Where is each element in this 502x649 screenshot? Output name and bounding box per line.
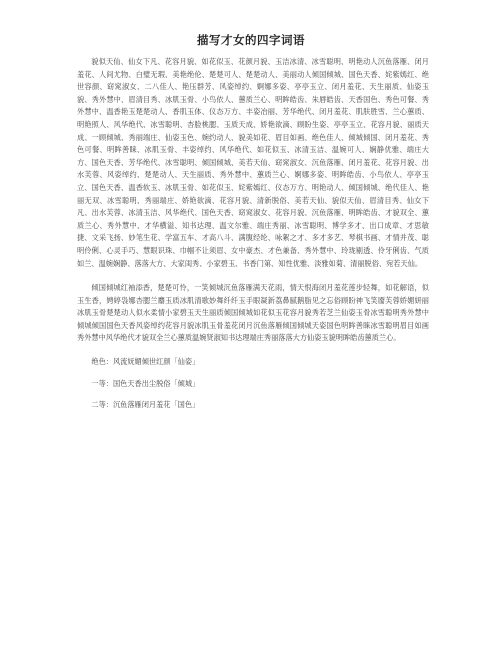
body-paragraph: 倾国倾城红袖添香，楚楚可怜，一笑倾城沉鱼落雁满天花雨，情天恨海闭月羞花莲步轻舞，如花解语，似玉生香，娉婷袅娜杏腮兰麝玉质冰肌清歌妙舞纤纤玉手眼凝新荔鼻腻鹅脂见之忘俗顾盼神飞笑靥芙蓉娇媚妍丽冰肌玉骨楚楚动人似水柔情小家碧玉天生丽质倾国倾城如花似玉花容月貌秀若芝兰仙姿玉骨冰雪聪明秀外慧中倾城倾国国色天香风姿绰约花容月貌冰肌玉骨羞花闭月沉鱼落雁倾国倾城天姿国色明眸善睐冰雪聪明眉目如画秀外慧中风华绝代才貌双全兰心蕙质温婉贤淑知书达理端庄秀丽落落大方仙姿玉貌明眸皓齿蕙质兰心。 [77,283,429,343]
document-title: 描写才女的四字词语 [197,33,305,47]
document-body [77,56,429,412]
grade-line: 绝色：风流妩媚倾世红颜「仙姿」 [91,357,200,367]
grade-line: 一等：国色天香出尘脱俗「倾城」 [91,378,200,388]
body-paragraph: 貌似天仙、仙女下凡、花容月貌、如花似玉、花颜月貌、玉洁冰清、冰雪聪明、明艳动人沉鱼落雁、闭月羞花、人间尤物、白璧无瑕、美艳绝伦、楚楚可人、楚楚动人、美丽动人倾国倾城、国色天香、姹紫嫣红、绝世容颜、窈窕淑女、二八佳人、艳压群芳、风姿绰约、婀娜多姿、亭亭玉立、闭月羞花、天生丽质、仙姿玉貌、秀外慧中、眉清目秀、冰肌玉骨、小鸟依人、蕙质兰心、明眸皓齿、朱唇皓齿、天香国色、秀色可餐、秀外慧中、温香艳玉楚楚动人、香肌玉体、仪态万方、丰姿冶丽、芳华绝代、闭月羞花、肌肤胜雪、兰心蕙质、明艳照人、风华绝代、冰雪聪明、杏脸桃腮、玉质天成、娇艳欲滴、顾盼生姿、亭亭玉立、花容月貌、丽质天成、一顾倾城、秀丽端庄、仙姿玉色、婉约动人、貌美如花、眉目如画、绝色佳人、倾城倾国、闭月羞花、秀色可餐、明眸善睐、冰肌玉骨、丰姿绰约、风华绝代、如花似玉、冰清玉洁、温婉可人、娴静优雅、端庄大方、国色天香、芳华绝代、冰雪聪明、倾国倾城、美若天仙、窈窕淑女、沉鱼落雁、闭月羞花、花容月貌、出水芙蓉、风姿绰约、楚楚动人、天生丽质、秀外慧中、蕙质兰心、婀娜多姿、明眸皓齿、小鸟依人、亭亭玉立、国色天香、温香软玉、冰肌玉骨、如花似玉、姹紫嫣红、仪态万方、明艳动人、倾国倾城、绝代佳人、艳丽无双、冰雪聪明、秀丽端庄、娇艳欲滴、花容月貌、清新脱俗、美若天仙、貌似天仙、眉清目秀、仙女下凡、出水芙蓉、冰清玉洁、风华绝代、国色天香、窈窕淑女、花容月貌、沉鱼落雁、明眸皓齿、才貌双全、蕙质兰心、秀外慧中、才华横溢、知书达理、温文尔雅、端庄秀丽、冰雪聪明、博学多才、出口成章、才思敏捷、文采飞扬、妙笔生花、学富五车、才高八斗、满腹经纶、咏絮之才、多才多艺、琴棋书画、才情并茂、聪明伶俐、心灵手巧、慧眼识珠、巾帼不让须眉、女中豪杰、才色兼备、秀外慧中、玲珑剔透、伶牙俐齿、气质如兰、温婉娴静、落落大方、大家闺秀、小家碧玉、书香门第、知性优雅、淡雅如菊、清丽脱俗、宛若天仙。 [77,57,429,268]
grade-line: 二等：沉鱼落雁闭月羞花「国色」 [91,400,200,410]
